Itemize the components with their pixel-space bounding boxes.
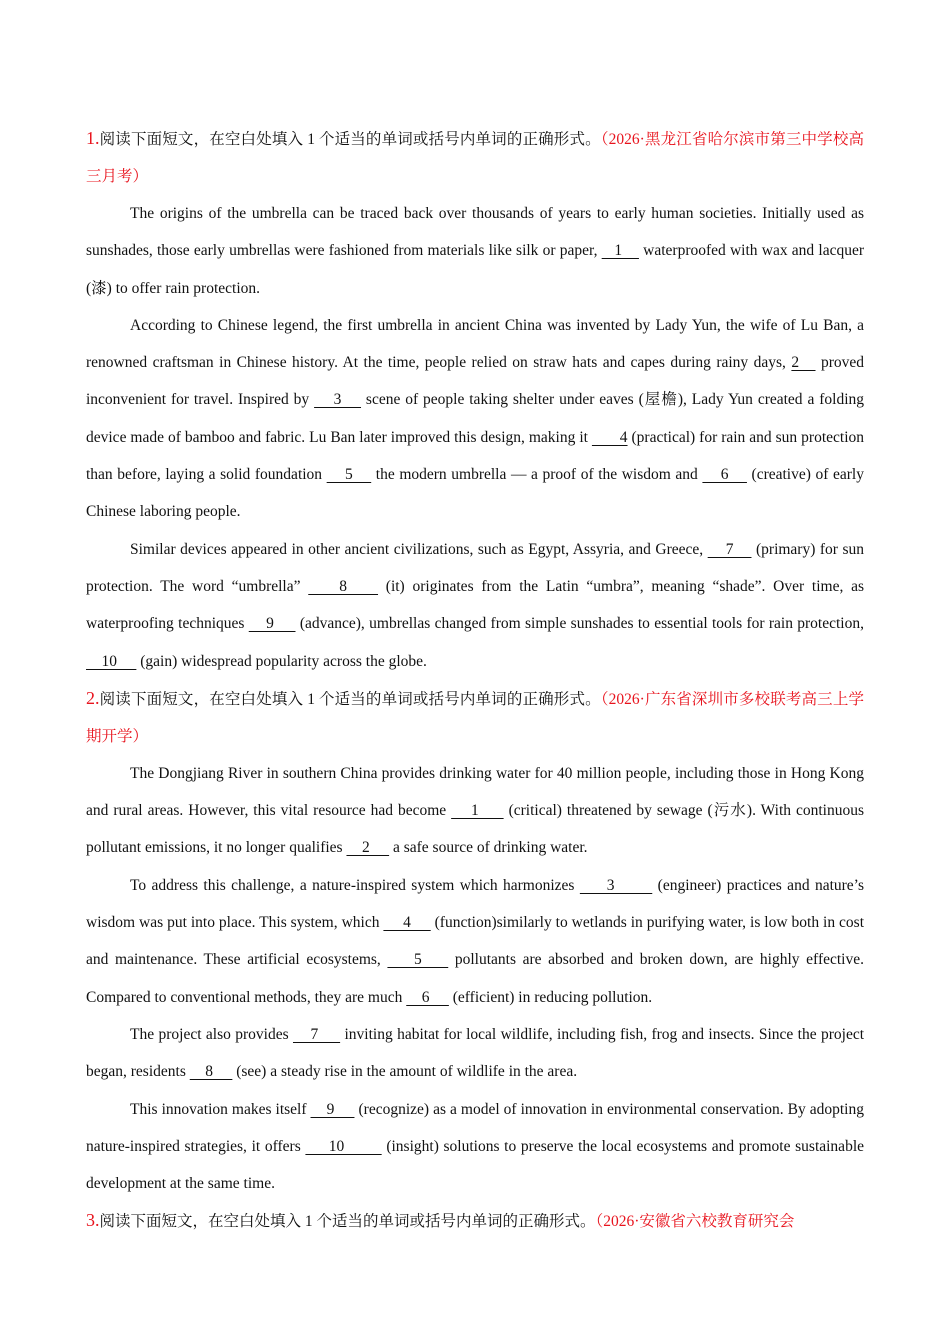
answer-blank[interactable]: 5 <box>326 466 372 484</box>
passage-paragraph <box>86 867 864 1016</box>
passage-text: (see) a steady rise in the amount of wildlife in the area. <box>232 1063 578 1081</box>
passage-text: (efficient) in reducing pollution. <box>448 988 653 1006</box>
answer-blank[interactable]: 4 <box>591 428 628 446</box>
answer-blank[interactable]: 9 <box>310 1100 355 1118</box>
answer-blank[interactable]: 1 <box>451 802 504 820</box>
answer-blank[interactable]: 7 <box>707 540 752 558</box>
passage-text: The project also provides <box>130 1025 293 1043</box>
passage-text: (creative) of early Chinese laboring people. <box>86 466 864 521</box>
question-heading <box>86 120 864 195</box>
answer-blank[interactable]: 3 <box>314 391 362 409</box>
question-instruction: 阅读下面短文，在空白处填入 1 个适当的单词或括号内单词的正确形式。 <box>99 131 601 148</box>
passage-paragraph <box>86 307 864 531</box>
passage-text: This innovation makes itself <box>130 1100 311 1118</box>
passage-paragraph <box>86 1016 864 1091</box>
passage-text: a safe source of drinking water. <box>389 839 588 857</box>
question-number: 3. <box>86 1210 100 1231</box>
passage-text: the modern umbrella — a proof of the wisdom and <box>371 466 703 484</box>
passage-text: To address this challenge, a nature-inspired system which harmonizes <box>130 876 580 894</box>
answer-blank[interactable]: 6 <box>406 988 449 1006</box>
passage-text: inviting habitat for local wildlife, including fish, frog and insects. Since the project began, residents <box>86 1025 865 1081</box>
answer-blank[interactable]: 8 <box>189 1063 233 1081</box>
passage-text: The origins of the umbrella can be traced back over thousands of years to early human societies. Initially used as sunshades, those early umbrellas were fashioned from materials like silk or paper, <box>86 205 864 260</box>
question-source: （2026·安徽省六校教育研究会 <box>595 1213 795 1231</box>
passage-paragraph <box>86 1091 864 1203</box>
passage-text: (critical) threatened by sewage (污水). With continuous pollutant emissions, it no longer qualifies <box>86 802 864 857</box>
passage-text: scene of people taking shelter under eaves (屋檐), Lady Yun created a folding device made of bamboo and fabric. Lu Ban later improved this design, making it <box>86 391 864 446</box>
passage-paragraph <box>86 755 864 867</box>
passage-text: (recognize) as a model of innovation in environmental conservation. By adopting nature-inspired strategies, it offers <box>86 1100 864 1155</box>
answer-blank[interactable]: 8 <box>308 577 379 595</box>
answer-blank[interactable]: 3 <box>579 876 653 894</box>
question-number: 1. <box>86 128 100 148</box>
answer-blank[interactable]: 4 <box>383 914 431 932</box>
answer-blank[interactable]: 2 <box>346 839 390 857</box>
passage-text: pollutants are absorbed and broken down, are highly effective. Compared to conventional methods, they are much <box>86 951 864 1006</box>
answer-blank[interactable]: 6 <box>702 466 747 484</box>
answer-blank[interactable]: 9 <box>248 615 296 633</box>
passage-text: (advance), umbrellas changed from simple sunshades to essential tools for rain protection, <box>295 615 864 633</box>
answer-blank[interactable]: 7 <box>292 1025 341 1043</box>
passage-text: (primary) for sun protection. The word “umbrella” <box>86 540 865 595</box>
passage-text: (engineer) practices and nature’s wisdom was put into place. This system, which <box>86 876 865 932</box>
answer-blank[interactable]: 2 <box>791 354 816 372</box>
question-source: （2026·广东省深圳市多校联考高三上学期开学） <box>86 690 864 745</box>
passage-text: (it) originates from the Latin “umbra”, meaning “shade”. Over time, as waterproofing techniques <box>86 577 864 633</box>
question-instruction: 阅读下面短文，在空白处填入 1 个适当的单词或括号内单词的正确形式。 <box>99 690 601 708</box>
answer-blank[interactable]: 1 <box>601 242 639 260</box>
question-heading <box>86 680 864 755</box>
answer-blank[interactable]: 10 <box>305 1137 382 1155</box>
passage-text: (gain) widespread popularity across the globe. <box>136 652 427 670</box>
passage-text: The Dongjiang River in southern China provides drinking water for 40 million people, including those in Hong Kong and rural areas. However, this vital resource had become <box>86 764 864 820</box>
passage-text: (practical) for rain and sun protection than before, laying a solid foundation <box>86 428 864 484</box>
passage-text: (insight) solutions to preserve the local ecosystems and promote sustainable development at the same time. <box>86 1137 865 1193</box>
question-number: 2. <box>86 687 100 708</box>
passage-paragraph <box>86 195 864 307</box>
question-source: （2026·黑龙江省哈尔滨市第三中学校高三月考） <box>86 131 864 185</box>
question-instruction: 阅读下面短文，在空白处填入 1 个适当的单词或括号内单词的正确形式。 <box>99 1213 596 1231</box>
passage-text: Similar devices appeared in other ancient civilizations, such as Egypt, Assyria, and Greece, <box>130 540 708 558</box>
answer-blank[interactable]: 5 <box>387 951 449 969</box>
passage-text: (function)similarly to wetlands in purifying water, is low both in cost and maintenance. These artificial ecosystems, <box>86 914 864 969</box>
document-page <box>86 120 864 1240</box>
passage-text: According to Chinese legend, the first umbrella in ancient China was invented by Lady Yun, the wife of Lu Ban, a renowned craftsman in Chinese history. At the time, people relied on straw hats and capes during rainy days, <box>86 316 864 372</box>
passage-paragraph <box>86 531 864 680</box>
question-heading <box>86 1202 864 1240</box>
answer-blank[interactable]: 10 <box>86 652 137 670</box>
passage-text: proved inconvenient for travel. Inspired by <box>86 354 865 409</box>
passage-text: waterproofed with wax and lacquer (漆) to offer rain protection. <box>86 242 865 297</box>
